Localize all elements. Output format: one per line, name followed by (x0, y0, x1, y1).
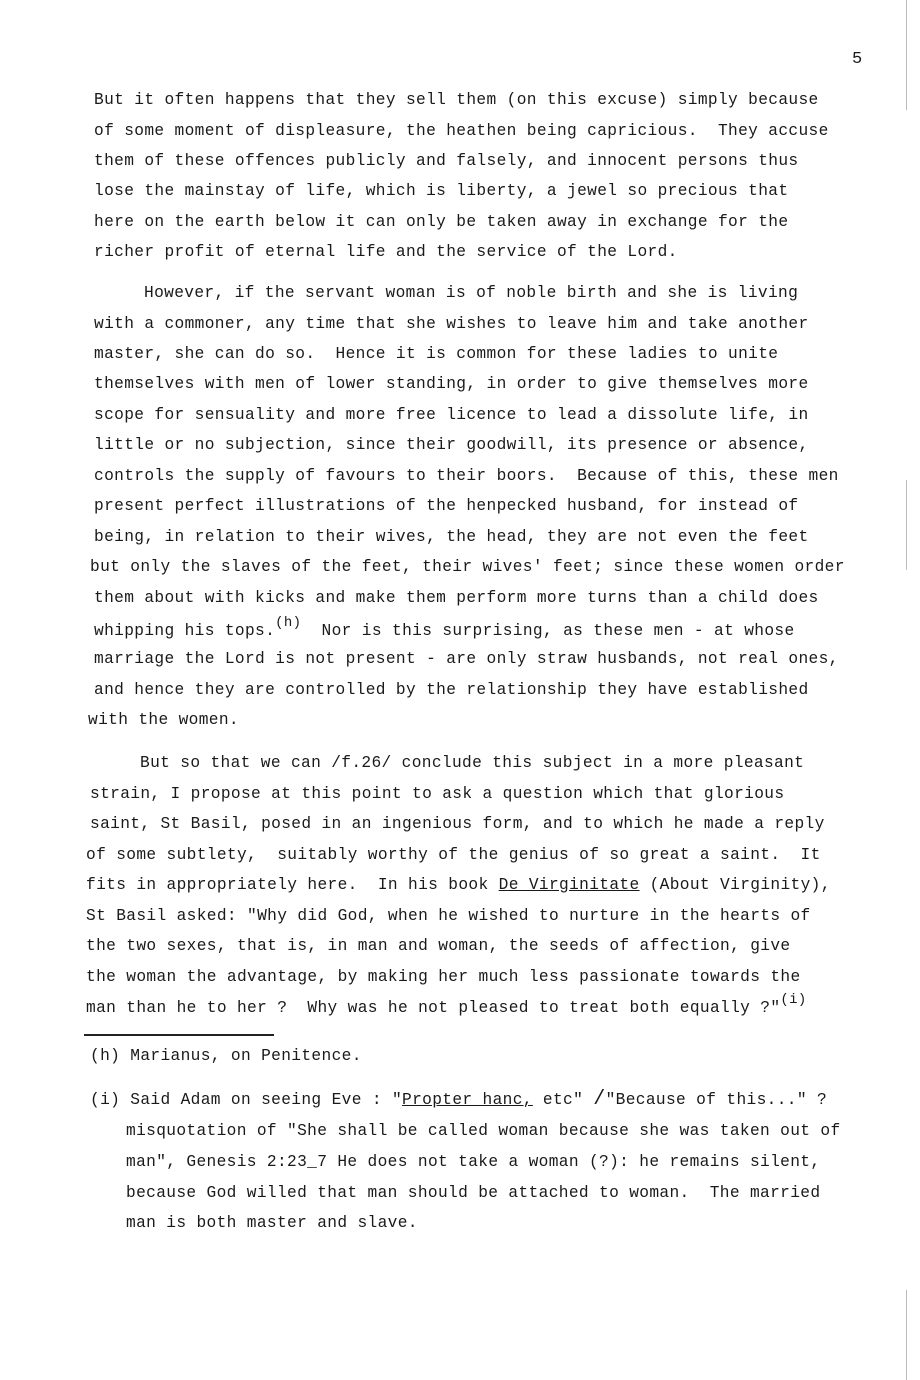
editorial-bracket-open: / (593, 1088, 606, 1111)
text-line: being, in relation to their wives, the head, they are not even the feet (94, 528, 809, 546)
book-title: De Virginitate (498, 876, 640, 894)
text-fragment: etc" (532, 1091, 594, 1109)
footnote-line: because God willed that man should be attached to woman. The married (126, 1184, 821, 1202)
text-line: with a commoner, any time that she wishes to leave him and take another (94, 315, 809, 333)
footnote-line (126, 1152, 820, 1172)
latin-quote: Propter hanc, (402, 1091, 533, 1109)
text-line: them about with kicks and make them perform more turns than a child does (94, 589, 819, 607)
text-line: St Basil asked: "Why did God, when he wished to nurture in the hearts of (86, 907, 811, 925)
footnote-ref-i[interactable]: (i) (780, 992, 807, 1008)
text-line: But it often happens that they sell them (on this excuse) simply because (94, 91, 819, 109)
text-line: and hence they are controlled by the relationship they have established (94, 681, 809, 699)
footnote-divider (84, 1034, 274, 1036)
text-line: However, if the servant woman is of noble birth and she is living (144, 284, 799, 302)
footnote-text: Marianus, on Penitence. (130, 1047, 362, 1065)
text-line: with the women. (88, 711, 239, 729)
text-line: the woman the advantage, by making her much less passionate towards the (86, 968, 801, 986)
footnote-ref-h[interactable]: (h) (275, 615, 302, 631)
text-fragment: Nor is this surprising, as these men - at whose (301, 622, 795, 640)
text-fragment: (About Virginity), (639, 876, 831, 894)
text-fragment: man", Genesis 2:23 (126, 1153, 308, 1171)
text-line: strain, I propose at this point to ask a question which that glorious (90, 785, 785, 803)
text-line (86, 992, 807, 1019)
text-line (94, 615, 795, 642)
footnote-line: man is both master and slave. (126, 1214, 418, 1232)
text-line: But so that we can /f.26/ conclude this subject in a more pleasant (140, 754, 805, 772)
footnote-marker: (i) (90, 1091, 121, 1109)
text-line: here on the earth below it can only be taken away in exchange for the (94, 213, 789, 231)
text-line: of some subtlety, suitably worthy of the genius of so great a saint. It (86, 846, 821, 864)
text-line: marriage the Lord is not present - are only straw husbands, not real ones, (94, 650, 839, 668)
text-fragment: man than he to her ? Why was he not pleased to treat both equally ?" (86, 999, 781, 1017)
text-line: controls the supply of favours to their boors. Because of this, these men (94, 467, 839, 485)
footnote-i (90, 1090, 827, 1110)
text-fragment: whipping his tops. (94, 622, 276, 640)
footnote-marker: (h) (90, 1047, 121, 1065)
footnote-line: misquotation of "She shall be called woman because she was taken out of (126, 1122, 841, 1140)
editorial-bracket-close: _7 (307, 1153, 328, 1171)
text-line: themselves with men of lower standing, in order to give themselves more (94, 375, 809, 393)
scan-edge-mark (906, 1290, 907, 1380)
text-line: them of these offences publicly and falsely, and innocent persons thus (94, 152, 799, 170)
text-line: richer profit of eternal life and the service of the Lord. (94, 243, 678, 261)
text-fragment: "Because of this..." ? (605, 1091, 828, 1109)
text-line (86, 875, 831, 895)
text-line: of some moment of displeasure, the heathen being capricious. They accuse (94, 122, 829, 140)
text-fragment: Said Adam on seeing Eve : " (130, 1091, 403, 1109)
scan-edge-mark (906, 480, 907, 570)
scan-edge-mark (906, 0, 907, 110)
text-line: but only the slaves of the feet, their wives' feet; since these women order (90, 558, 845, 576)
text-fragment: fits in appropriately here. In his book (86, 876, 499, 894)
text-fragment: He does not take a woman (?): he remains silent, (327, 1153, 821, 1171)
page-number: 5 (852, 50, 863, 69)
text-line: the two sexes, that is, in man and woman, the seeds of affection, give (86, 937, 791, 955)
text-line: scope for sensuality and more free licence to lead a dissolute life, in (94, 406, 809, 424)
text-line: little or no subjection, since their goodwill, its presence or absence, (94, 436, 809, 454)
text-line: master, she can do so. Hence it is common for these ladies to unite (94, 345, 779, 363)
text-line: present perfect illustrations of the henpecked husband, for instead of (94, 497, 799, 515)
footnote-h (90, 1046, 362, 1066)
text-line: saint, St Basil, posed in an ingenious form, and to which he made a reply (90, 815, 825, 833)
text-line: lose the mainstay of life, which is liberty, a jewel so precious that (94, 182, 789, 200)
